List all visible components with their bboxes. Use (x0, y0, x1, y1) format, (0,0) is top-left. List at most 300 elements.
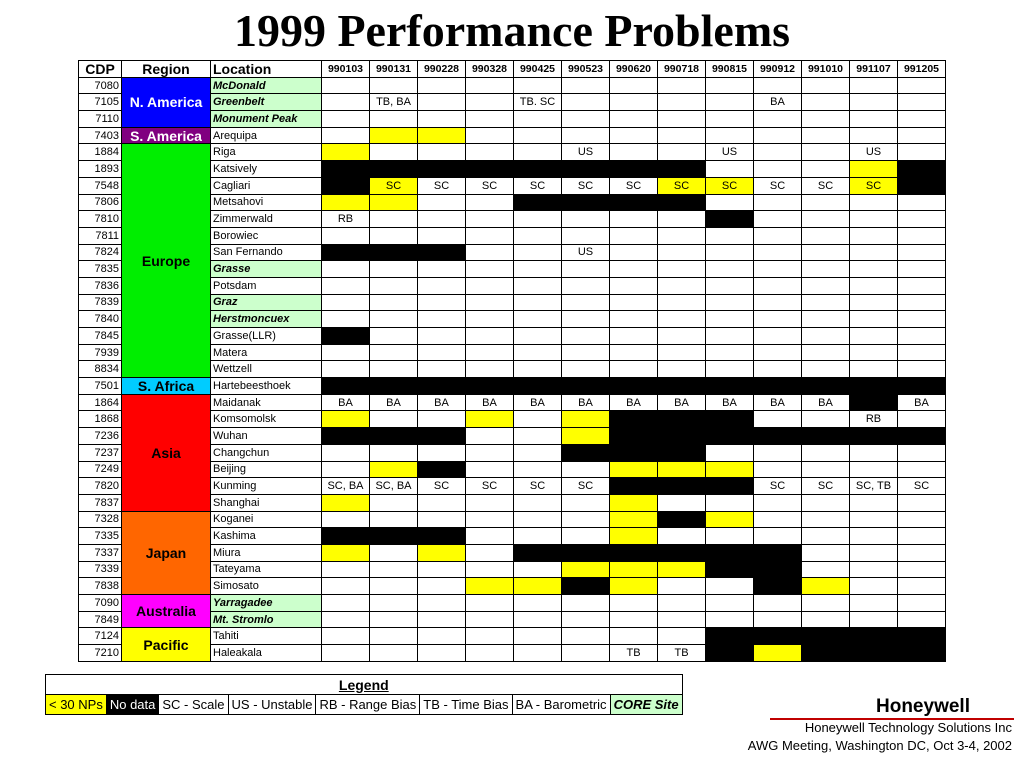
status-cell (658, 528, 706, 545)
status-cell (322, 328, 370, 345)
status-cell (418, 111, 466, 128)
status-cell (322, 411, 370, 428)
status-cell (418, 227, 466, 244)
location-cell: Beijing (211, 461, 322, 478)
status-cell (370, 528, 418, 545)
status-cell (706, 544, 754, 561)
status-cell (322, 561, 370, 578)
status-cell (562, 227, 610, 244)
status-cell (658, 611, 706, 628)
footer-company: Honeywell Technology Solutions Inc (804, 720, 1012, 735)
status-cell (850, 127, 898, 144)
status-cell (514, 561, 562, 578)
status-cell (514, 261, 562, 278)
location-cell: Changchun (211, 444, 322, 461)
status-cell (754, 344, 802, 361)
status-cell (850, 611, 898, 628)
cdp-cell: 7845 (79, 328, 122, 345)
cdp-cell: 7939 (79, 344, 122, 361)
status-cell (610, 544, 658, 561)
status-cell (322, 94, 370, 111)
status-cell (610, 578, 658, 595)
legend-item: < 30 NPs (46, 695, 107, 715)
status-cell (514, 411, 562, 428)
location-cell: Monument Peak (211, 111, 322, 128)
location-cell: Wettzell (211, 361, 322, 378)
status-cell (802, 211, 850, 228)
status-cell (418, 244, 466, 261)
status-cell (850, 561, 898, 578)
status-cell (658, 378, 706, 395)
status-cell (514, 144, 562, 161)
status-cell (706, 94, 754, 111)
status-cell (610, 444, 658, 461)
status-cell (418, 361, 466, 378)
status-cell (322, 127, 370, 144)
status-cell (562, 211, 610, 228)
status-cell (466, 161, 514, 178)
status-cell (850, 595, 898, 612)
status-cell (658, 194, 706, 211)
cdp-cell: 8834 (79, 361, 122, 378)
status-cell (754, 511, 802, 528)
status-cell (418, 461, 466, 478)
status-cell (370, 127, 418, 144)
status-cell (610, 261, 658, 278)
status-cell (610, 611, 658, 628)
status-cell (658, 277, 706, 294)
status-cell (658, 261, 706, 278)
cdp-cell: 7080 (79, 77, 122, 94)
location-cell: Komsomolsk (211, 411, 322, 428)
status-cell (370, 444, 418, 461)
status-cell (898, 77, 946, 94)
status-cell (658, 311, 706, 328)
legend-item: TB - Time Bias (420, 695, 512, 715)
status-cell (466, 578, 514, 595)
status-cell (418, 194, 466, 211)
status-cell (370, 344, 418, 361)
status-cell (850, 77, 898, 94)
status-cell (802, 628, 850, 645)
status-cell (898, 194, 946, 211)
status-cell (754, 544, 802, 561)
status-cell (370, 194, 418, 211)
status-cell (706, 77, 754, 94)
cdp-cell: 7820 (79, 478, 122, 495)
location-cell: Cagliari (211, 177, 322, 194)
status-cell (802, 344, 850, 361)
region-cell: S. America (122, 127, 211, 144)
status-cell: BA (610, 394, 658, 411)
status-cell (658, 144, 706, 161)
status-cell (562, 511, 610, 528)
status-cell (322, 277, 370, 294)
status-cell: BA (754, 94, 802, 111)
cdp-cell: 1868 (79, 411, 122, 428)
status-cell (370, 544, 418, 561)
cdp-cell: 7335 (79, 528, 122, 545)
status-cell (610, 411, 658, 428)
status-cell (706, 111, 754, 128)
status-cell (754, 645, 802, 662)
status-cell (370, 645, 418, 662)
status-cell (370, 361, 418, 378)
status-cell: BA (562, 394, 610, 411)
status-cell (322, 428, 370, 445)
status-cell: SC (754, 478, 802, 495)
status-cell (514, 227, 562, 244)
cdp-cell: 7403 (79, 127, 122, 144)
status-cell: BA (802, 394, 850, 411)
location-cell: Riga (211, 144, 322, 161)
status-cell (898, 261, 946, 278)
status-cell: TB, BA (370, 94, 418, 111)
status-cell (418, 261, 466, 278)
region-cell: N. America (122, 77, 211, 127)
status-cell (706, 595, 754, 612)
cdp-cell: 7090 (79, 595, 122, 612)
status-cell (754, 611, 802, 628)
status-cell (610, 127, 658, 144)
status-cell (466, 494, 514, 511)
status-cell (850, 294, 898, 311)
status-cell (658, 444, 706, 461)
status-cell: BA (322, 394, 370, 411)
header-date: 990620 (610, 61, 658, 78)
status-cell (802, 144, 850, 161)
status-cell (418, 528, 466, 545)
cdp-cell: 7124 (79, 628, 122, 645)
status-cell (754, 628, 802, 645)
status-cell (850, 111, 898, 128)
status-cell (658, 478, 706, 495)
honeywell-logo: Honeywell (876, 696, 970, 717)
cdp-cell: 7835 (79, 261, 122, 278)
location-cell: Graz (211, 294, 322, 311)
table-row (79, 77, 946, 94)
header-date: 991107 (850, 61, 898, 78)
status-cell (754, 144, 802, 161)
location-cell: Kunming (211, 478, 322, 495)
status-cell (562, 277, 610, 294)
status-cell (610, 361, 658, 378)
status-cell (562, 628, 610, 645)
status-cell (418, 595, 466, 612)
status-cell (754, 127, 802, 144)
status-cell (850, 211, 898, 228)
status-cell (898, 494, 946, 511)
header-date: 990425 (514, 61, 562, 78)
status-cell (370, 628, 418, 645)
status-cell (754, 595, 802, 612)
status-cell (370, 511, 418, 528)
legend-items (46, 695, 683, 715)
status-cell (466, 311, 514, 328)
status-cell (466, 194, 514, 211)
status-cell (418, 311, 466, 328)
status-cell (610, 595, 658, 612)
status-cell (658, 328, 706, 345)
status-cell (658, 227, 706, 244)
status-cell (466, 528, 514, 545)
cdp-cell: 7806 (79, 194, 122, 211)
status-cell (418, 211, 466, 228)
status-cell (802, 94, 850, 111)
status-cell (514, 544, 562, 561)
status-cell (802, 311, 850, 328)
status-cell (370, 378, 418, 395)
location-cell: Matera (211, 344, 322, 361)
status-cell (898, 294, 946, 311)
status-cell (754, 77, 802, 94)
status-cell (898, 344, 946, 361)
status-cell (610, 528, 658, 545)
status-cell (466, 511, 514, 528)
status-cell (706, 528, 754, 545)
status-cell (658, 544, 706, 561)
location-cell: Kashima (211, 528, 322, 545)
status-cell (850, 261, 898, 278)
location-cell: Wuhan (211, 428, 322, 445)
header-location: Location (211, 61, 322, 78)
status-cell (418, 494, 466, 511)
status-cell (706, 494, 754, 511)
status-cell (850, 344, 898, 361)
status-cell (706, 227, 754, 244)
location-cell: Koganei (211, 511, 322, 528)
status-cell (562, 595, 610, 612)
status-cell (322, 494, 370, 511)
cdp-cell: 7824 (79, 244, 122, 261)
header-date: 991010 (802, 61, 850, 78)
location-cell: Tateyama (211, 561, 322, 578)
region-cell: Pacific (122, 628, 211, 661)
status-cell (802, 544, 850, 561)
header-date: 990228 (418, 61, 466, 78)
status-cell (514, 428, 562, 445)
header-cdp: CDP (79, 61, 122, 78)
cdp-cell: 7849 (79, 611, 122, 628)
status-cell: SC, BA (322, 478, 370, 495)
status-cell (754, 578, 802, 595)
status-cell (514, 328, 562, 345)
cdp-cell: 7839 (79, 294, 122, 311)
status-cell (850, 494, 898, 511)
status-cell (850, 161, 898, 178)
table-row (79, 378, 946, 395)
status-cell: SC (562, 177, 610, 194)
status-cell (706, 328, 754, 345)
status-cell: SC (754, 177, 802, 194)
status-cell (562, 77, 610, 94)
status-cell (610, 144, 658, 161)
status-cell (706, 411, 754, 428)
status-cell: SC (466, 177, 514, 194)
status-cell (706, 628, 754, 645)
cdp-cell: 7837 (79, 494, 122, 511)
cdp-cell: 7210 (79, 645, 122, 662)
status-cell (322, 161, 370, 178)
status-cell (754, 361, 802, 378)
status-cell (370, 561, 418, 578)
status-cell (466, 127, 514, 144)
status-cell (898, 578, 946, 595)
status-cell (658, 511, 706, 528)
status-cell (466, 645, 514, 662)
status-cell (322, 444, 370, 461)
location-cell: Tahiti (211, 628, 322, 645)
status-cell (466, 227, 514, 244)
status-cell (514, 294, 562, 311)
status-cell (514, 361, 562, 378)
status-cell: SC (370, 177, 418, 194)
cdp-cell: 7337 (79, 544, 122, 561)
status-cell (514, 111, 562, 128)
status-cell (850, 461, 898, 478)
status-cell (418, 161, 466, 178)
status-cell (850, 94, 898, 111)
status-cell: SC (850, 177, 898, 194)
status-cell (466, 461, 514, 478)
status-cell (322, 261, 370, 278)
status-cell (706, 277, 754, 294)
status-cell (514, 277, 562, 294)
status-cell (850, 645, 898, 662)
status-cell: US (562, 144, 610, 161)
status-cell: BA (514, 394, 562, 411)
status-cell (418, 144, 466, 161)
status-cell (322, 578, 370, 595)
status-cell (610, 494, 658, 511)
status-cell (850, 378, 898, 395)
status-cell (418, 611, 466, 628)
status-cell (898, 461, 946, 478)
status-cell (802, 611, 850, 628)
status-cell (418, 344, 466, 361)
header-date: 990523 (562, 61, 610, 78)
status-cell (898, 611, 946, 628)
status-cell (370, 328, 418, 345)
status-cell (418, 77, 466, 94)
status-cell (322, 244, 370, 261)
status-cell (514, 611, 562, 628)
status-cell (802, 494, 850, 511)
location-cell: Maidanak (211, 394, 322, 411)
status-cell (562, 561, 610, 578)
status-cell (370, 461, 418, 478)
status-cell (706, 211, 754, 228)
status-cell: SC (706, 177, 754, 194)
status-cell (898, 544, 946, 561)
cdp-cell: 7501 (79, 378, 122, 395)
status-cell (706, 428, 754, 445)
header-row (79, 61, 946, 78)
status-cell (322, 111, 370, 128)
status-cell (754, 528, 802, 545)
table-row (79, 394, 946, 411)
status-cell (370, 77, 418, 94)
status-cell (898, 127, 946, 144)
status-cell: TB (610, 645, 658, 662)
cdp-cell: 1893 (79, 161, 122, 178)
status-cell (322, 77, 370, 94)
status-cell (514, 494, 562, 511)
status-cell (754, 311, 802, 328)
status-cell (898, 428, 946, 445)
status-cell (610, 294, 658, 311)
location-cell: Hartebeesthoek (211, 378, 322, 395)
status-cell: TB (658, 645, 706, 662)
cdp-cell: 7110 (79, 111, 122, 128)
location-cell: Potsdam (211, 277, 322, 294)
header-date: 990912 (754, 61, 802, 78)
status-cell (658, 494, 706, 511)
status-cell (802, 77, 850, 94)
header-date: 991205 (898, 61, 946, 78)
cdp-cell: 7836 (79, 277, 122, 294)
status-cell (466, 595, 514, 612)
status-cell (610, 428, 658, 445)
status-cell (850, 227, 898, 244)
status-cell (370, 161, 418, 178)
status-cell (898, 328, 946, 345)
status-cell: SC (562, 478, 610, 495)
status-cell (610, 461, 658, 478)
status-cell (466, 294, 514, 311)
status-cell (658, 211, 706, 228)
status-cell (850, 528, 898, 545)
status-cell (658, 111, 706, 128)
status-cell (898, 444, 946, 461)
status-cell (514, 127, 562, 144)
status-cell (322, 645, 370, 662)
status-cell (610, 161, 658, 178)
status-cell (850, 511, 898, 528)
status-cell (850, 628, 898, 645)
status-cell (850, 361, 898, 378)
status-cell (370, 111, 418, 128)
status-cell (418, 578, 466, 595)
status-cell: SC (418, 177, 466, 194)
status-cell (850, 428, 898, 445)
status-cell (898, 227, 946, 244)
status-cell (706, 361, 754, 378)
legend-item: SC - Scale (159, 695, 228, 715)
region-cell: S. Africa (122, 378, 211, 395)
cdp-cell: 7548 (79, 177, 122, 194)
status-cell (322, 628, 370, 645)
status-cell (706, 127, 754, 144)
status-cell (322, 528, 370, 545)
status-cell: SC (514, 177, 562, 194)
status-cell (466, 261, 514, 278)
status-cell (802, 444, 850, 461)
status-cell (562, 161, 610, 178)
status-cell (898, 177, 946, 194)
status-cell: BA (898, 394, 946, 411)
status-cell: BA (754, 394, 802, 411)
status-cell (754, 444, 802, 461)
status-cell (658, 161, 706, 178)
cdp-cell: 7838 (79, 578, 122, 595)
table-row (79, 628, 946, 645)
status-cell (754, 561, 802, 578)
status-cell (898, 94, 946, 111)
status-cell (850, 311, 898, 328)
cdp-cell: 7105 (79, 94, 122, 111)
status-cell (898, 511, 946, 528)
